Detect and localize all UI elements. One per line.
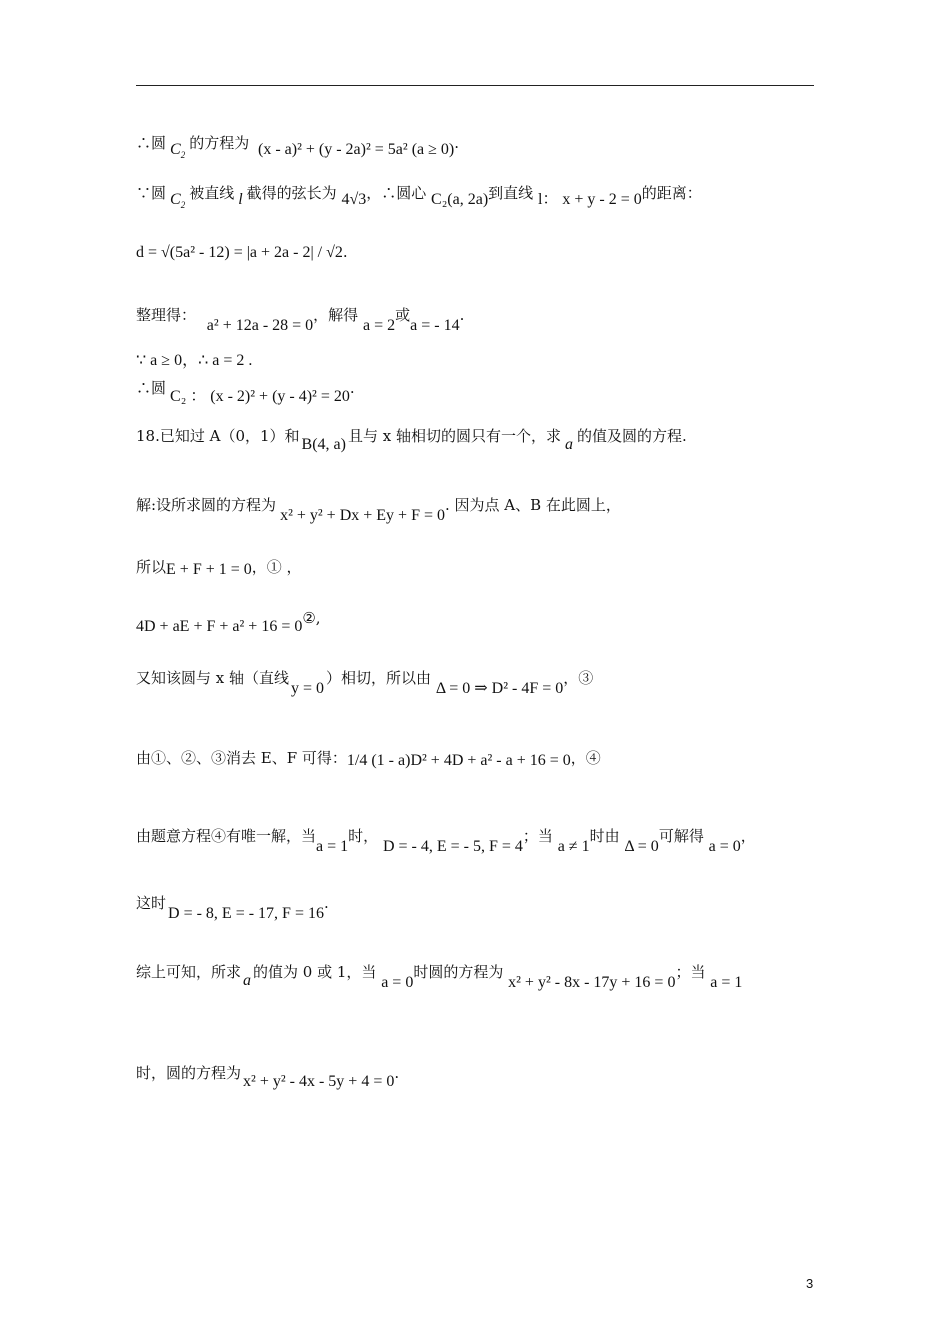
solution-line-7: 这时D = - 8, E = - 17, F = 16. <box>136 894 329 922</box>
solution-line-3: 4D + aE + F + a² + 16 = 0②, <box>136 609 321 635</box>
line-distance-formula: d = √(5a² - 12) = |a + 2a - 2| / √2. <box>136 243 348 261</box>
header-rule <box>136 85 814 86</box>
line-simplify: 整理得： a² + 12a - 28 = 0，解得 a = 2或a = - 14. <box>136 306 465 334</box>
solution-line-1: 解:设所求圆的方程为x² + y² + Dx + Ey + F = 0. 因为点 A、B 在此圆上， <box>136 496 621 524</box>
line-chord-length: ∵圆 $C_2$被直线 l 截得的弦长为 4√3，∴圆心 C₂(a, 2a)到直线 l： x + y - 2 = 0的距离： <box>136 184 702 210</box>
line-a-equals-2: ∵ a ≥ 0，∴ a = 2 . <box>136 352 253 369</box>
line-circle-c2-final: ∴圆 C₂ ： (x - 2)² + (y - 4)² = 20. <box>136 379 355 405</box>
question-18: 18.已知过 A（0，1）和 B(4, a) 且与 x 轴相切的圆只有一个，求 a 的值及圆的方程. <box>136 427 687 453</box>
solution-line-9: 时，圆的方程为 x² + y² - 4x - 5y + 4 = 0. <box>136 1064 400 1090</box>
solution-line-5: 由①、②、③消去 E、F 可得：1/4 (1 - a)D² + 4D + a² - a + 16 = 0，④ <box>136 749 601 769</box>
solution-line-4: 又知该圆与 x 轴（直线y = 0）相切，所以由 Δ = 0 ⇒ D² - 4F = 0，③ <box>136 669 594 697</box>
equation-c2: (x - a)² + (y - 2a)² = 5a² (a ≥ 0) <box>257 141 455 158</box>
solution-line-2: 所以E + F + 1 = 0，① ， <box>136 558 302 578</box>
solution-line-8: 综上可知，所求 a 的值为 0 或 1，当 a = 0时圆的方程为 x² + y² - 8x - 17y + 16 = 0；当 a = 1 <box>136 963 743 991</box>
symbol-c2: $C_2$ <box>170 141 186 160</box>
distance-equation: d = √(5a² - 12) = |a + 2a - 2| / √2 <box>136 244 343 261</box>
page-number: 3 <box>806 1276 814 1291</box>
line-circle-c2-equation: ∴圆 $C_2$的方程为 (x - a)² + (y - 2a)² = 5a² (a ≥ 0). <box>136 134 460 160</box>
solution-line-6: 由题意方程④有唯一解，当a = 1时， D = - 4, E = - 5, F = 4；当 a ≠ 1时由 Δ = 0可解得 a = 0， <box>136 827 756 855</box>
